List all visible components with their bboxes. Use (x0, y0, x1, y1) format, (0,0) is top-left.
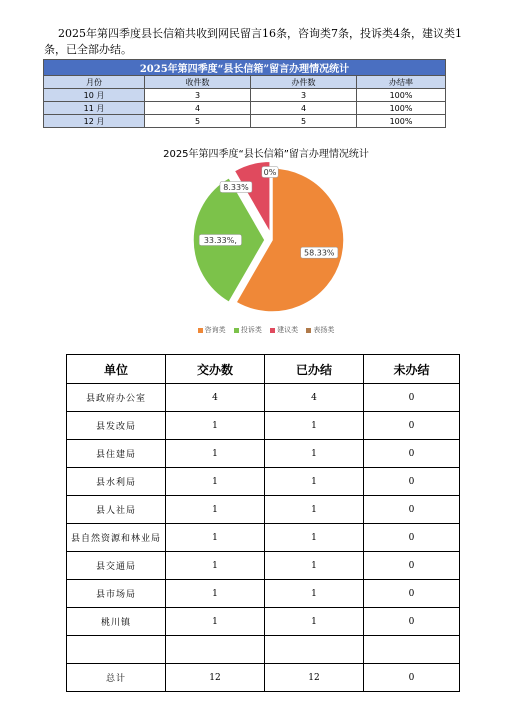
unit-table (66, 354, 460, 692)
pending-cell: 0 (364, 468, 460, 496)
rate-cell: 100% (357, 89, 446, 102)
completed-cell: 1 (265, 496, 364, 524)
legend-item (270, 325, 298, 335)
header-completion-rate: 办结率 (357, 76, 446, 89)
completed-cell (265, 636, 364, 664)
table-row (67, 412, 460, 440)
pie-data-label (262, 167, 278, 178)
month-cell: 12 月 (44, 115, 145, 128)
summary-table-header-row (44, 76, 446, 89)
unit-cell: 县人社局 (67, 496, 166, 524)
pending-cell: 0 (364, 552, 460, 580)
header-pending: 未办结 (364, 355, 460, 384)
pending-cell: 0 (364, 384, 460, 412)
completed-cell: 12 (265, 664, 364, 692)
header-received: 收件数 (145, 76, 251, 89)
table-row (67, 468, 460, 496)
header-assigned: 交办数 (166, 355, 265, 384)
pending-cell: 0 (364, 608, 460, 636)
legend-label: 咨询类 (204, 326, 226, 334)
assigned-cell: 1 (166, 552, 265, 580)
table-row (67, 524, 460, 552)
header-month: 月份 (44, 76, 145, 89)
assigned-cell (166, 636, 265, 664)
pending-cell: 0 (364, 440, 460, 468)
rate-cell: 100% (357, 115, 446, 128)
summary-table-title-row (44, 60, 446, 76)
summary-table (43, 59, 446, 128)
received-cell: 4 (145, 102, 251, 115)
pie-data-label (301, 247, 338, 258)
legend-item (306, 325, 334, 335)
summary-table-title: 2025年第四季度“县长信箱”留言办理情况统计 (44, 60, 446, 76)
legend-swatch (270, 328, 275, 333)
svg-text:0%: 0% (263, 168, 277, 177)
table-row (67, 580, 460, 608)
received-cell: 5 (145, 115, 251, 128)
completed-cell: 1 (265, 412, 364, 440)
intro-paragraph: 2025年第四季度县长信箱共收到网民留言16条，咨询类7条，投诉类4条，建议类1条，已全部办结。 (44, 27, 462, 56)
table-row (67, 608, 460, 636)
handled-cell: 3 (251, 89, 357, 102)
pie-chart (190, 160, 360, 320)
assigned-cell: 1 (166, 608, 265, 636)
assigned-cell: 1 (166, 468, 265, 496)
legend-swatch (198, 328, 203, 333)
pending-cell (364, 636, 460, 664)
pending-cell: 0 (364, 496, 460, 524)
svg-text:8.33%: 8.33% (223, 183, 249, 192)
completed-cell: 1 (265, 608, 364, 636)
completed-cell: 1 (265, 580, 364, 608)
assigned-cell: 4 (166, 384, 265, 412)
unit-table-body (67, 384, 460, 692)
unit-table-header-row (67, 355, 460, 384)
total-row (67, 664, 460, 692)
legend-item (234, 325, 262, 335)
header-handled: 办件数 (251, 76, 357, 89)
assigned-cell: 1 (166, 580, 265, 608)
unit-cell: 总计 (67, 664, 166, 692)
header-completed: 已办结 (265, 355, 364, 384)
assigned-cell: 1 (166, 496, 265, 524)
assigned-cell: 12 (166, 664, 265, 692)
header-unit: 单位 (67, 355, 166, 384)
legend-label: 表扬类 (313, 326, 335, 334)
assigned-cell: 1 (166, 412, 265, 440)
assigned-cell: 1 (166, 440, 265, 468)
chart-title: 2025年第四季度“县长信箱”留言办理情况统计 (163, 149, 369, 160)
pending-cell: 0 (364, 524, 460, 552)
pending-cell: 0 (364, 412, 460, 440)
table-row (44, 102, 446, 115)
unit-cell: 县住建局 (67, 440, 166, 468)
chart-legend (0, 325, 532, 335)
month-cell: 11 月 (44, 102, 145, 115)
unit-cell: 县水利局 (67, 468, 166, 496)
unit-cell: 县政府办公室 (67, 384, 166, 412)
table-row (44, 89, 446, 102)
legend-swatch (306, 328, 311, 333)
completed-cell: 1 (265, 552, 364, 580)
completed-cell: 1 (265, 440, 364, 468)
svg-text:58.33%: 58.33% (304, 248, 335, 258)
handled-cell: 5 (251, 115, 357, 128)
table-row (67, 636, 460, 664)
completed-cell: 4 (265, 384, 364, 412)
completed-cell: 1 (265, 468, 364, 496)
table-row (67, 440, 460, 468)
pie-data-label (220, 182, 252, 193)
table-row (67, 496, 460, 524)
legend-label: 投诉类 (240, 326, 262, 334)
unit-cell: 县市场局 (67, 580, 166, 608)
month-cell: 10 月 (44, 89, 145, 102)
received-cell: 3 (145, 89, 251, 102)
handled-cell: 4 (251, 102, 357, 115)
pending-cell: 0 (364, 664, 460, 692)
unit-cell (67, 636, 166, 664)
rate-cell: 100% (357, 102, 446, 115)
svg-text:33.33%,: 33.33%, (203, 235, 237, 245)
unit-cell: 县自然资源和林业局 (67, 524, 166, 552)
legend-swatch (234, 328, 239, 333)
table-row (44, 115, 446, 128)
legend-item (198, 325, 226, 335)
pie-data-label (199, 234, 241, 245)
unit-cell: 县发改局 (67, 412, 166, 440)
completed-cell: 1 (265, 524, 364, 552)
unit-cell: 桃川镇 (67, 608, 166, 636)
pending-cell: 0 (364, 580, 460, 608)
unit-cell: 县交通局 (67, 552, 166, 580)
table-row (67, 384, 460, 412)
table-row (67, 552, 460, 580)
legend-label: 建议类 (277, 326, 299, 334)
assigned-cell: 1 (166, 524, 265, 552)
